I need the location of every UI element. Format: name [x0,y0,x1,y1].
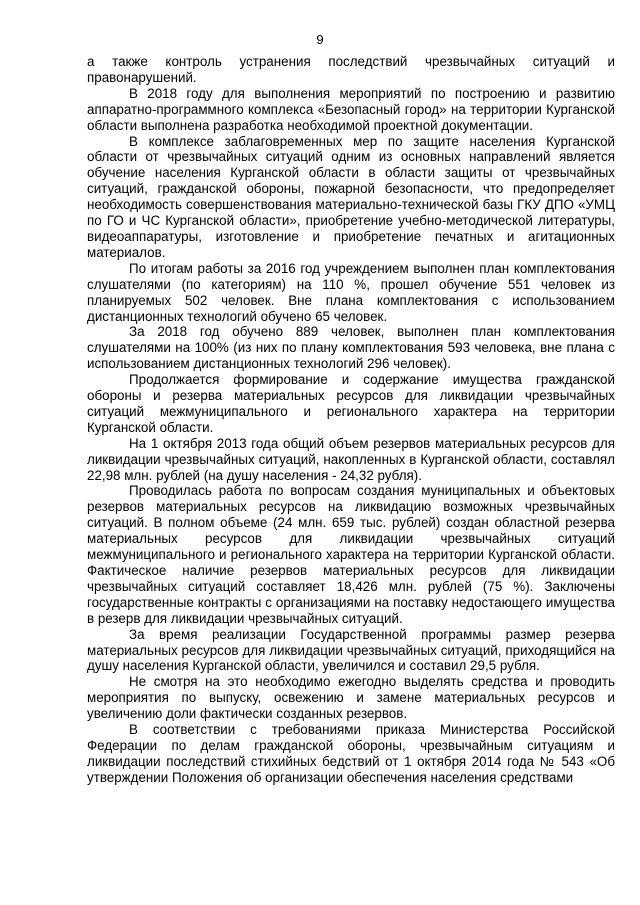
document-body [87,54,615,786]
paragraph: По итогам работы за 2016 год учреждением выполнен план комплектования слушателями (по категориям) на 110 %, прошел обучение 551 человек из планируемых 502 человек. Вне плана комплектования с использованием дистанционных технологий обучено 65 человек. [87,260,615,324]
paragraph: В соответствии с требованиями приказа Министерства Российской Федерации по делам гражданской обороны, чрезвычайным ситуациям и ликвидации последствий стихийных бедствий от 1 октября 2014 года № 543 «Об утверждении Положения об организации обеспечения населения средствами [87,722,615,785]
paragraph: а также контроль устранения последствий чрезвычайных ситуаций и правонарушений. [87,54,615,85]
paragraph: Не смотря на это необходимо ежегодно выделять средства и проводить мероприятия по выпуску, освежению и замене материальных ресурсов и увеличению доли фактически созданных резервов. [87,674,615,722]
paragraph: Продолжается формирование и содержание имущества гражданской обороны и резерва материальных ресурсов для ликвидации чрезвычайных ситуаций межмуниципального и регионального характера на территории Курганской области. [87,372,615,435]
paragraph: Проводилась работа по вопросам создания муниципальных и объектовых резервов материальных ресурсов на ликвидацию возможных чрезвычайных ситуаций. В полном объеме (24 млн. 659 тыс. рублей) создан областной резерва материальных ресурсов для ликвидации чрезвычайных ситуаций межмуниципального и регионального характера на территории Курганской области. Фактическое наличие резервов материальных ресурсов для ликвидации чрезвычайных ситуаций составляет 18,426 млн. рублей (75 %). Заключены государственные контракты с организациями на поставку недостающего имущества в резерв для ликвидации чрезвычайных ситуаций. [87,483,615,626]
page-number: 9 [316,32,324,47]
paragraph: В 2018 году для выполнения мероприятий по построению и развитию аппаратно-программного комплекса «Безопасный город» на территории Курганской области выполнена разработка необходимой проектной документации. [87,85,615,133]
paragraph: За время реализации Государственной программы размер резерва материальных ресурсов для ликвидации чрезвычайных ситуаций, приходящийся на душу населения Курганской области, увеличился и составил 29,5 рубля. [87,626,615,674]
paragraph: На 1 октября 2013 года общий объем резервов материальных ресурсов для ликвидации чрезвычайных ситуаций, накопленных в Курганской области, составлял 22,98 млн. рублей (на душу населения - 24,32 рубля). [87,435,615,483]
paragraph: За 2018 год обучено 889 человек, выполнен план комплектования слушателями на 100% (из них по плану комплектования 593 человека, вне плана с использованием дистанционных технологий 296 человек). [87,324,615,372]
paragraph: В комплексе заблаговременных мер по защите населения Курганской области от чрезвычайных ситуаций одним из основных направлений является обучение населения Курганской области в области защиты от чрезвычайных ситуаций, гражданской обороны, пожарной безопасности, что предопределяет необходимость совершенствования материально-технической базы ГКУ ДПО «УМЦ по ГО и ЧС Курганской области», приобретение учебно-методической литературы, видеоаппаратуры, изготовление и приобретение печатных и агитационных материалов. [87,133,615,260]
